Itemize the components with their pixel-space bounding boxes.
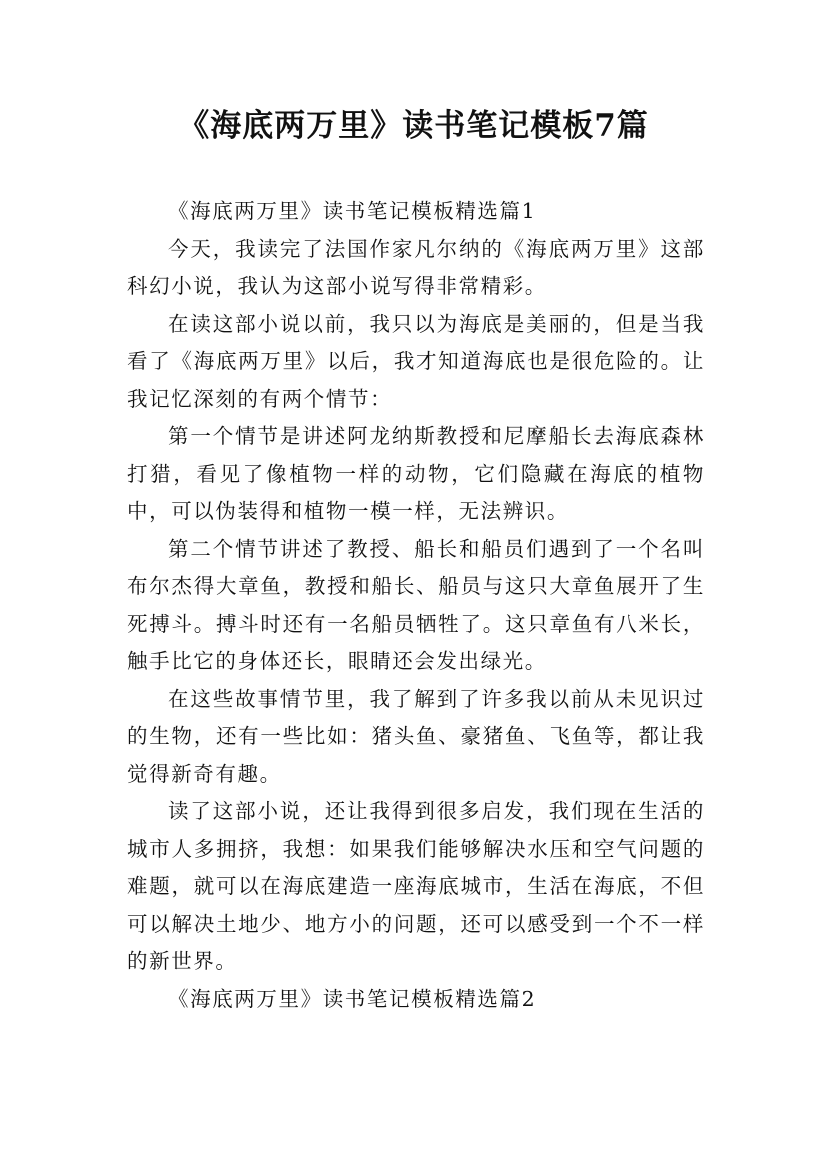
section-heading-1: 《海底两万里》读书笔记模板精选篇1 [168, 199, 537, 223]
document-title: 《海底两万里》读书笔记模板7篇 [178, 108, 649, 144]
paragraph: 在这些故事情节里，我了解到了许多我以前从未见识过的生物，还有一些比如：猪头鱼、豪猪鱼、飞鱼等，都让我觉得新奇有趣。 [127, 686, 705, 786]
paragraph: 读了这部小说，还让我得到很多启发，我们现在生活的城市人多拥挤，我想：如果我们能够解决水压和空气问题的难题，就可以在海底建造一座海底城市，生活在海底，不但可以解决土地少、地方小的问题，还可以感受到一个不一样的新世界。 [127, 799, 705, 973]
document-body [127, 193, 705, 1018]
paragraph: 第二个情节讲述了教授、船长和船员们遇到了一个名叫布尔杰得大章鱼，教授和船长、船员与这只大章鱼展开了生死搏斗。搏斗时还有一名船员牺牲了。这只章鱼有八米长，触手比它的身体还长，眼睛还会发出绿光。 [127, 536, 705, 673]
paragraph: 第一个情节是讲述阿龙纳斯教授和尼摩船长去海底森林打猎，看见了像植物一样的动物，它们隐藏在海底的植物中，可以伪装得和植物一模一样，无法辨识。 [127, 424, 705, 523]
paragraph: 今天，我读完了法国作家凡尔纳的《海底两万里》这部科幻小说，我认为这部小说写得非常精彩。 [127, 236, 705, 298]
paragraph: 在读这部小说以前，我只以为海底是美丽的，但是当我看了《海底两万里》以后，我才知道海底也是很危险的。让我记忆深刻的有两个情节： [127, 311, 705, 411]
section-heading-2: 《海底两万里》读书笔记模板精选篇2 [168, 986, 537, 1011]
